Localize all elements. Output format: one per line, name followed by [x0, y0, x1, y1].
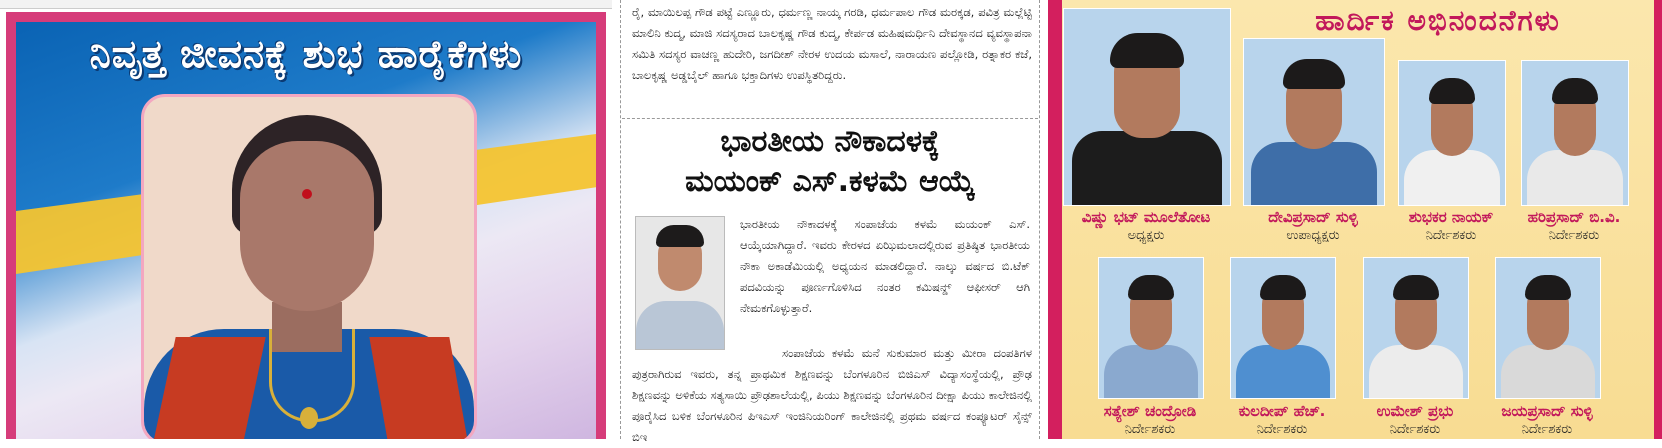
retirement-title: ನಿವೃತ್ತ ಜೀವನಕ್ಕೆ ಶುಭ ಹಾರೈಕೆಗಳು: [89, 32, 523, 76]
headline-line-2: ಮಯಂಕ್ ಎಸ್.ಕಳಮೆ ಆಯ್ಕೆ: [685, 164, 975, 199]
person-name: ದೇವಿಪ್ರಸಾದ್ ಸುಳ್ಳಿ: [1268, 208, 1358, 226]
person-name: ಹರಿಪ್ರಸಾದ್ ಬಿ.ವಿ.: [1527, 208, 1621, 226]
photo-hair: [1552, 78, 1599, 104]
person-photo: [1495, 257, 1601, 399]
photo-bindi: [302, 189, 312, 199]
person-name: ಸತ್ಯೇಶ್ ಚಂದ್ರೋಡಿ: [1103, 402, 1197, 420]
retiree-photo: [141, 94, 477, 439]
person-name: ಜಯಪ್ರಸಾದ್ ಸುಳ್ಳಿ: [1501, 402, 1593, 420]
mayank-photo: [635, 216, 725, 350]
photo-shirt: [1104, 345, 1198, 399]
person-photo: [1230, 257, 1336, 399]
photo-hair: [1283, 59, 1345, 89]
person-photo: [1363, 257, 1469, 399]
person-photo: [1063, 8, 1231, 206]
photo-hair: [1110, 33, 1183, 68]
person-name: ಶುಭಕರ ನಾಯಕ್: [1408, 208, 1494, 226]
person-photo: [1243, 38, 1385, 206]
person-role: ನಿರ್ದೇಶಕರು: [1548, 228, 1600, 243]
person-role: ನಿರ್ದೇಶಕರು: [1389, 422, 1441, 437]
retirement-ad: [0, 0, 612, 439]
person-name: ಉಮೇಶ್ ಪ್ರಭು: [1376, 402, 1454, 420]
photo-saree-border: [369, 337, 468, 439]
photo-hair: [1260, 275, 1306, 300]
person-role: ನಿರ್ದೇಶಕರು: [1521, 422, 1573, 437]
ad-frame: [6, 12, 606, 439]
photo-shirt: [1236, 345, 1330, 399]
photo-pendant: [300, 407, 318, 429]
photo-hair: [656, 225, 704, 247]
photo-hair: [1128, 275, 1174, 300]
photo-face: [240, 141, 374, 311]
person-role: ನಿರ್ದೇಶಕರು: [1425, 228, 1477, 243]
article-paragraph-2: ಸಂಪಾಜೆಯ ಕಳಮೆ ಮನೆ ಸುಕುಮಾರ ಮತ್ತು ಮೀರಾ ದಂಪತಿಗಳ ಪುತ್ರರಾಗಿರುವ ಇವರು, ತನ್ನ ಪ್ರಾಥಮಿಕ ಶಿಕ್ಷಣವನ್ನು ಬೆಂಗಳೂರಿನ ಬಿಜಿಎಸ್ ವಿದ್ಯಾಸಂಸ್ಥೆಯಲ್ಲಿ, ಪ್ರೌಢ ಶಿಕ್ಷಣವನ್ನು ಅಳಿಕೆಯ ಸತ್ಯಸಾಯಿ ಪ್ರೌಢಶಾಲೆಯಲ್ಲಿ, ಪಿಯು ಶಿಕ್ಷಣವನ್ನು ಬೆಂಗಳೂರಿನ ದೀಕ್ಷಾ ಪಿಯು ಕಾಲೇಜಿನಲ್ಲಿ ಪೂರೈಸಿದ ಬಳಿಕ ಬೆಂಗಳೂರಿನ ಪಿಇಎಸ್ ಇಂಜಿನಿಯರಿಂಗ್ ಕಾಲೇಜಿನಲ್ಲಿ ಪ್ರಥಮ ವರ್ಷದ ಕಂಪ್ಯೂಟರ್ ಸೈನ್ಸ್ ಬಿಇ: [632, 346, 1032, 444]
person-photo: [1521, 60, 1629, 206]
photo-hair: [1525, 275, 1571, 300]
person-photo: [1398, 60, 1506, 206]
photo-hair: [1393, 275, 1439, 300]
person-role: ನಿರ್ದೇಶಕರು: [1256, 422, 1308, 437]
person-role: ನಿರ್ದೇಶಕರು: [1124, 422, 1176, 437]
ad-background: [16, 22, 596, 439]
photo-shirt: [1369, 345, 1463, 399]
photo-shirt: [1251, 142, 1377, 206]
person-role: ಉಪಾಧ್ಯಕ್ಷರು: [1286, 228, 1340, 243]
congratulations-title: ಹಾರ್ದಿಕ ಅಭಿನಂದನೆಗಳು: [1315, 4, 1561, 37]
photo-shirt: [1072, 131, 1221, 206]
headline-line-1: ಭಾರತೀಯ ನೌಕಾದಳಕ್ಕೆ: [720, 124, 940, 159]
photo-shirt: [636, 301, 724, 349]
article-divider: [622, 118, 1038, 119]
photo-hair: [1429, 78, 1476, 104]
top-strip: [0, 0, 612, 9]
article-paragraph-1: ಭಾರತೀಯ ನೌಕಾದಳಕ್ಕೆ ಸಂಪಾಜೆಯ ಕಳಮೆ ಮಯಂಕ್ ಎಸ್. ಆಯ್ಕೆಯಾಗಿದ್ದಾರೆ. ಇವರು ಕೇರಳದ ಏಝಿಮಲಾದಲ್ಲಿರುವ ಪ್ರತಿಷ್ಠಿತ ಭಾರತೀಯ ನೌಕಾ ಅಕಾಡೆಮಿಯಲ್ಲಿ ಅಧ್ಯಯನ ಮಾಡಲಿದ್ದಾರೆ. ನಾಲ್ಕು ವರ್ಷದ ಬಿ.ಟೆಕ್ ಪದವಿಯನ್ನು ಪೂರ್ಣಗೊಳಿಸಿದ ನಂತರ ಕಮಿಷನ್ಡ್ ಆಫೀಸರ್ ಆಗಿ ನೇಮಕಗೊಳ್ಳುತ್ತಾರೆ.: [740, 217, 1030, 315]
person-role: ಅಧ್ಯಕ್ಷರು: [1127, 228, 1165, 243]
person-name: ವಿಷ್ಣು ಭಟ್ ಮೂಲೆತೋಟ: [1081, 208, 1211, 226]
previous-article-tail: ರೈ, ಮಾಯಿಲಪ್ಪ ಗೌಡ ಪಟ್ಟೆ ಎಣ್ಣೂರು, ಧರ್ಮಣ್ಣ ನಾಯ್ಕ ಗರಡಿ, ಧರ್ಮಪಾಲ ಗೌಡ ಮರಕ್ಕಡ, ಪವಿತ್ರ ಮಲ್ಲೆಟ್ಟಿ ಮಾಲಿನಿ ಕುದ್ಮ, ಮಾಜಿ ಸದಸ್ಯರಾದ ಬಾಲಕೃಷ್ಣ ಗೌಡ ಕುದ್ಮ, ಕೇರ್ಪಡ ಮಹಿಷಮರ್ಧಿನಿ ದೇವಸ್ಥಾನದ ವ್ಯವಸ್ಥಾಪನಾ ಸಮಿತಿ ಸದಸ್ಯರ ವಾಚಣ್ಣ ಹುದೇರಿ, ಜಗದೀಶ್ ನೇರಳ ಉದಯ ಮಸಾಲೆ, ನಾರಾಯಣ ಪಲ್ಲೋಡಿ, ರತ್ನಾಕರ ಕಜೆ, ಬಾಲಕೃಷ್ಣ ಅಡ್ಡಬೈಲ್ ಹಾಗೂ ಭಕ್ತಾದಿಗಳು ಉಪಸ್ಥಿತರಿದ್ದರು.: [632, 5, 1032, 82]
person-photo: [1098, 257, 1204, 399]
person-name: ಕುಲದೀಪ್ ಹೆಚ್.: [1238, 402, 1326, 420]
photo-shirt: [1404, 150, 1499, 206]
photo-shirt: [1527, 150, 1622, 206]
photo-shirt: [1501, 345, 1595, 399]
